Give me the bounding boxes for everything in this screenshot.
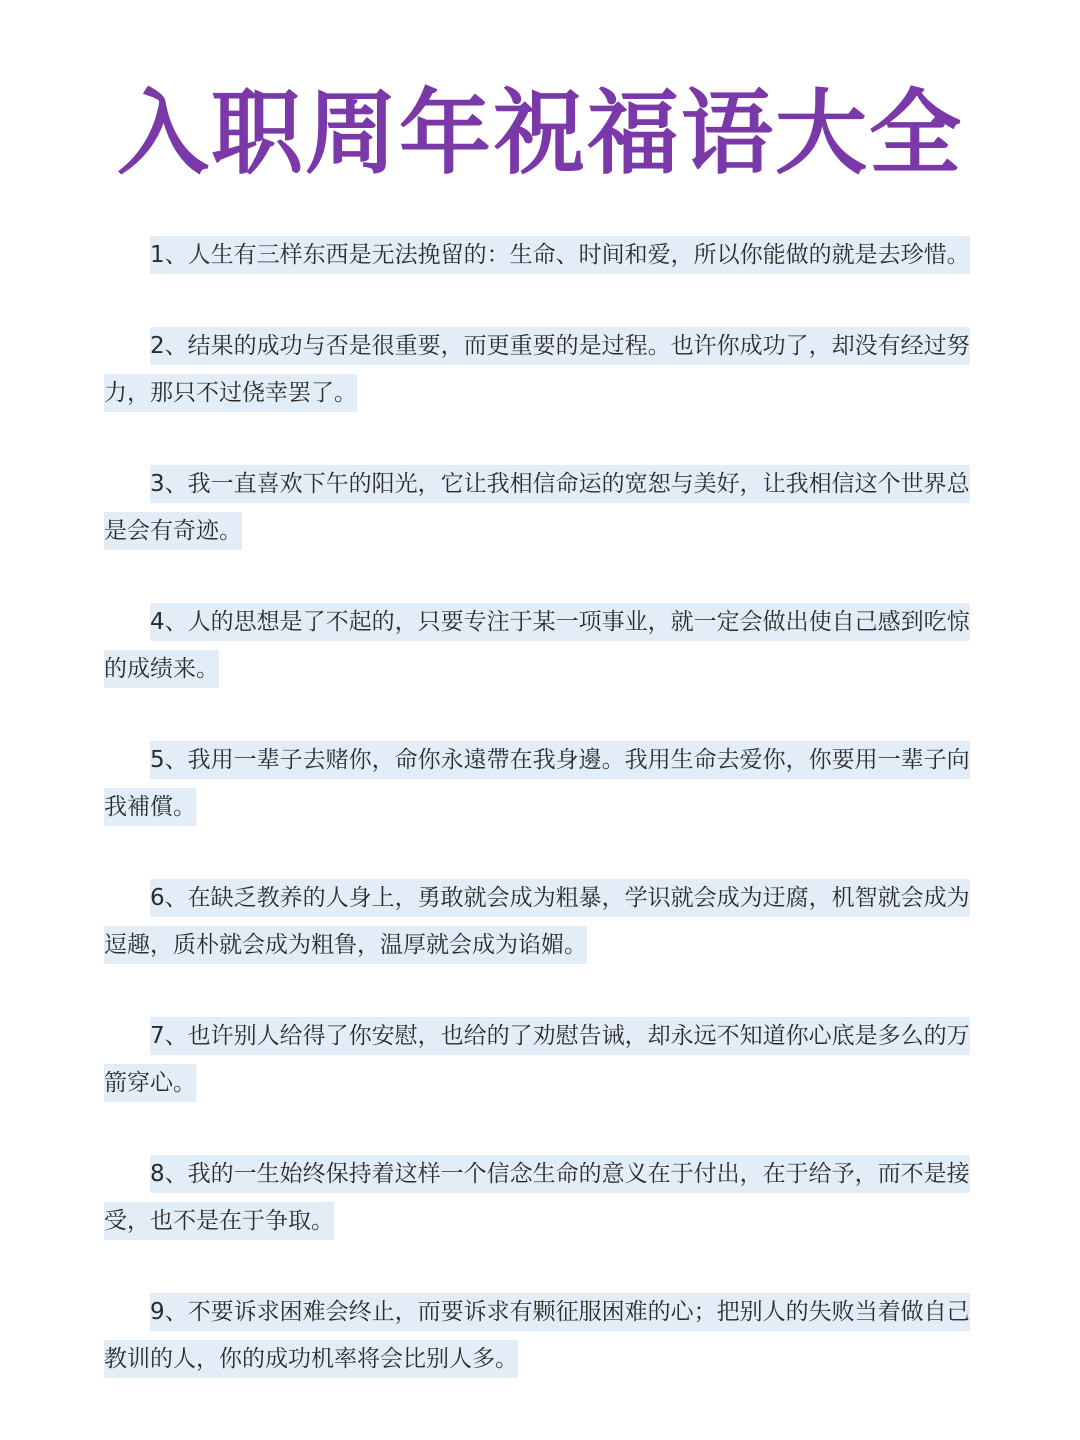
list-item <box>104 875 978 969</box>
list-item <box>104 1289 978 1383</box>
list-item-text: 8、我的一生始终保持着这样一个信念生命的意义在于付出，在于给予，而不是接受，也不是在于争取。 <box>104 1155 970 1240</box>
list-item-text: 4、人的思想是了不起的，只要专注于某一项事业，就一定会做出使自己感到吃惊的成绩来。 <box>104 603 970 688</box>
list-item <box>104 599 978 693</box>
list-item-text: 7、也许别人给得了你安慰，也给的了劝慰告诫，却永远不知道你心底是多么的万箭穿心。 <box>104 1017 970 1102</box>
list-item-text: 1、人生有三样东西是无法挽留的：生命、时间和爱，所以你能做的就是去珍惜。 <box>150 236 970 274</box>
list-item <box>104 1151 978 1245</box>
list-item <box>104 1013 978 1107</box>
list-item-text: 6、在缺乏教养的人身上，勇敢就会成为粗暴，学识就会成为迂腐，机智就会成为逗趣，质朴就会成为粗鲁，温厚就会成为谄媚。 <box>104 879 970 964</box>
list-item-text: 5、我用一辈子去赌你，命你永遠帶在我身邊。我用生命去爱你，你要用一辈子向我補償。 <box>104 741 970 826</box>
list-item <box>104 737 978 831</box>
page-title: 入职周年祝福语大全 <box>116 80 963 187</box>
list-item <box>104 323 978 417</box>
list-item <box>104 461 978 555</box>
list-item-text: 9、不要诉求困难会终止，而要诉求有颗征服困难的心；把别人的失败当着做自己教训的人，你的成功机率将会比别人多。 <box>104 1293 970 1378</box>
list-item-text: 3、我一直喜欢下午的阳光，它让我相信命运的宽恕与美好，让我相信这个世界总是会有奇迹。 <box>104 465 970 550</box>
blessings-list <box>104 232 978 1427</box>
list-item <box>104 232 978 279</box>
list-item-text: 2、结果的成功与否是很重要，而更重要的是过程。也许你成功了，却没有经过努力，那只不过侥幸罢了。 <box>104 327 970 412</box>
